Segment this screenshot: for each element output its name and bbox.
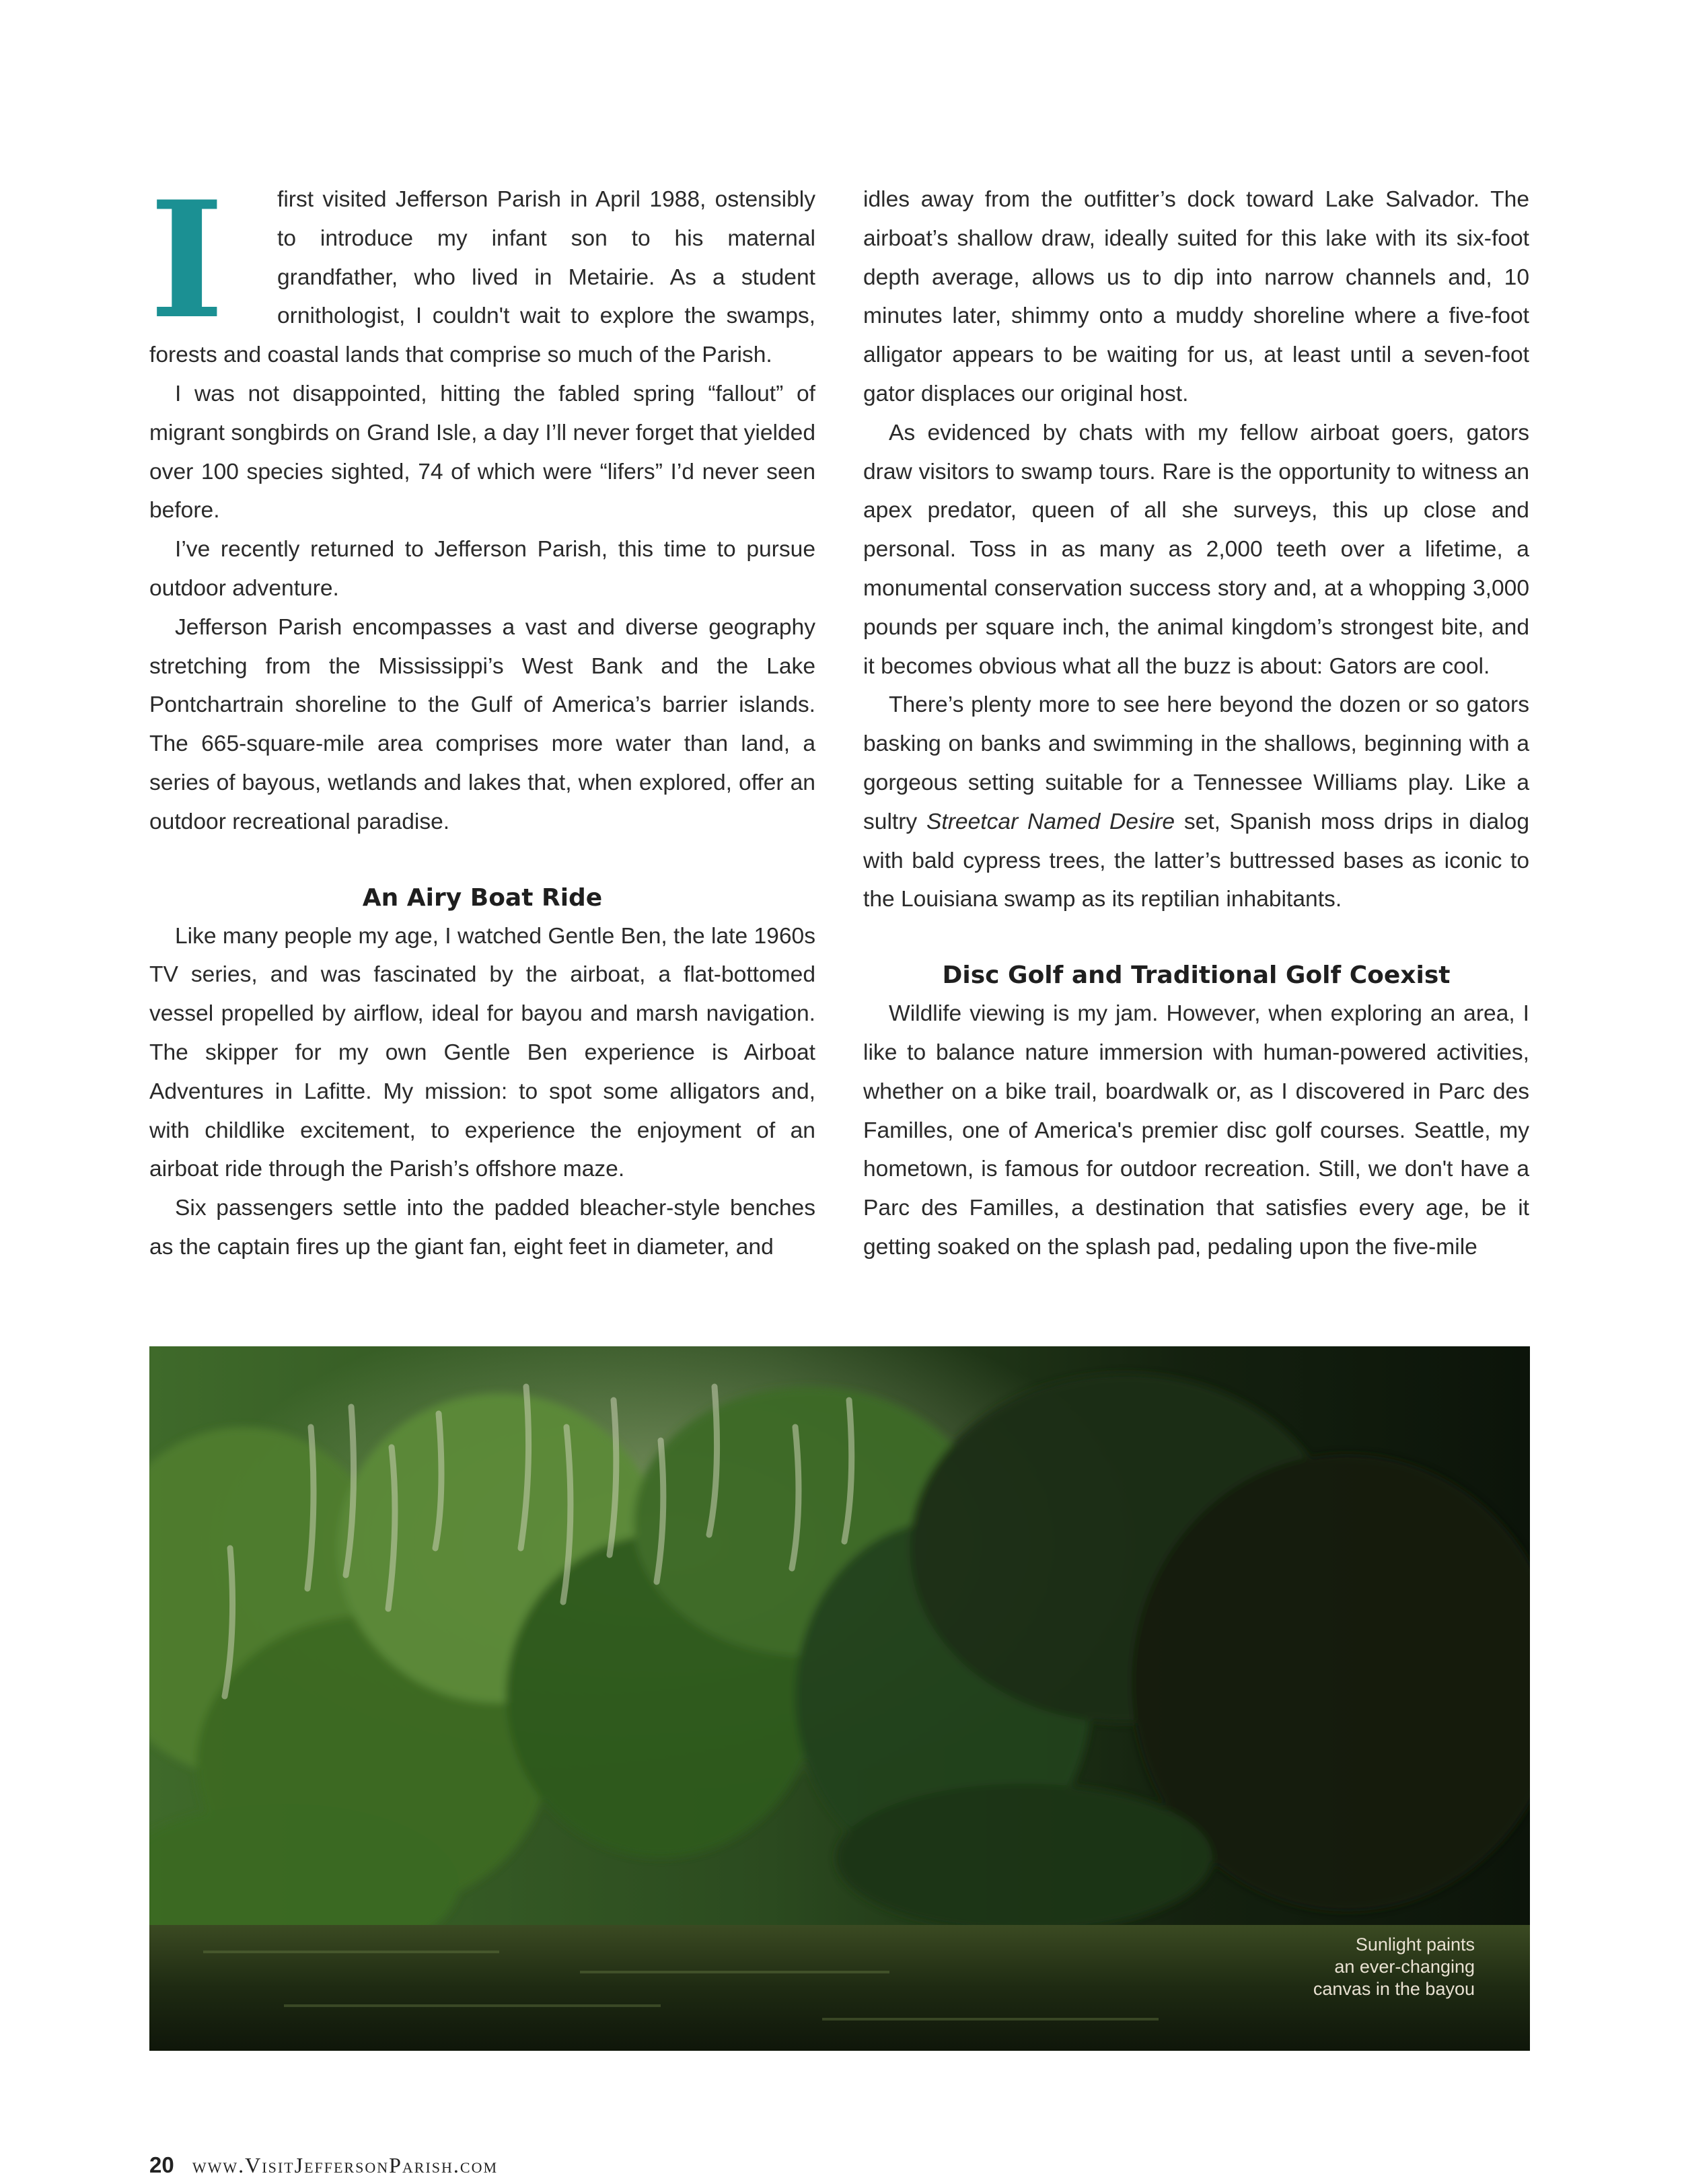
article-right-column	[863, 180, 1529, 1267]
setting-text-start: There’s plenty more to see here beyond the dozen or so gators basking on banks and swimming in the shallows, beginning with a gorgeous setting suitable for a Tennessee Williams play. Like a sultry	[863, 692, 1529, 834]
page-number: 20	[149, 2152, 174, 2177]
intro-paragraph-text: first visited Jefferson Parish in April 1988, ostensibly to introduce my infant son to his maternal grandfather, who lived in Metairie. As a student ornithologist, I couldn't wait to explore the swamps, forests and coastal lands that comprise so much of the Parish.	[149, 187, 815, 368]
bayou-photo	[149, 1346, 1530, 2051]
subhead-airboat: An Airy Boat Ride	[362, 883, 603, 912]
intro-paragraph	[149, 167, 815, 375]
play-title: Streetcar Named Desire	[926, 809, 1175, 834]
paragraph-geography: Jefferson Parish encompasses a vast and diverse geography stretching from the Mississippi’s West Bank and the Lake Pontchartrain shoreline to the Gulf of America’s barrier islands. The 665-square-mile area comprises more water than land, a series of bayous, wetlands and lakes that, when explored, offer an outdoor recreational paradise.	[149, 614, 815, 834]
setting-text-end: set, Spanish moss drips in dialog with bald cypress trees, the latter’s buttressed bases as iconic to the Louisiana swamp as its reptilian inhabitants.	[863, 809, 1529, 912]
drop-cap: I	[149, 167, 225, 355]
page-footer	[149, 2152, 498, 2179]
photo-caption	[1192, 1934, 1475, 2000]
paragraph-lake-salvador: idles away from the outfitter’s dock toward Lake Salvador. The airboat’s shallow draw, ideally suited for this lake with its six-foot depth average, allows us to dip into narrow channels and, 10 minutes later, shimmy onto a muddy shoreline where a five-foot alligator appears to be waiting for us, at least until a seven-foot gator displaces our original host.	[863, 187, 1529, 406]
site-url: www.VisitJeffersonParish.com	[192, 2153, 499, 2177]
paragraph-gators: As evidenced by chats with my fellow airboat goers, gators draw visitors to swamp tours. Rare is the opportunity to witness an apex predator, queen of all she surveys, this up close and personal. Toss in as many as 2,000 teeth over a lifetime, a monumental conservation success story and, at a whopping 3,000 pounds per square inch, the animal kingdom’s strongest bite, and it becomes obvious what all the buzz is about: Gators are cool.	[863, 420, 1529, 679]
subhead-golf: Disc Golf and Traditional Golf Coexist	[942, 961, 1451, 990]
paragraph-return: I’ve recently returned to Jefferson Parish, this time to pursue outdoor adventure.	[149, 537, 815, 601]
paragraph-gentle-ben: Like many people my age, I watched Gentle Ben, the late 1960s TV series, and was fascinated by the airboat, a flat-bottomed vessel propelled by airflow, ideal for bayou and marsh navigation. The skipper for my own Gentle Ben experience is Airboat Adventures in Lafitte. My mission: to spot some alligators and, with childlike excitement, to experience the enjoyment of an airboat ride through the Parish’s offshore maze.	[149, 923, 815, 1182]
caption-line: an ever-changing	[1334, 1957, 1475, 1977]
paragraph-passengers: Six passengers settle into the padded bleacher-style benches as the captain fires up the giant fan, eight feet in diameter, and	[149, 1196, 815, 1260]
article-left-column	[149, 167, 815, 1267]
paragraph-fallout: I was not disappointed, hitting the fabled spring “fallout” of migrant songbirds on Grand Isle, a day I’ll never forget that yielded over 100 species sighted, 74 of which were “lifers” I’d never seen before.	[149, 381, 815, 523]
caption-line: canvas in the bayou	[1313, 1979, 1475, 1999]
caption-line: Sunlight paints	[1355, 1934, 1475, 1955]
paragraph-wildlife: Wildlife viewing is my jam. However, when exploring an area, I like to balance nature immersion with human-powered activities, whether on a bike trail, boardwalk or, as I discovered in Parc des Familles, one of America's premier disc golf courses. Seattle, my hometown, is famous for outdoor recreation. Still, we don't have a Parc des Familles, a destination that satisfies every age, be it getting soaked on the splash pad, pedaling upon the five-mile	[863, 1001, 1529, 1260]
paragraph-setting	[863, 686, 1529, 919]
